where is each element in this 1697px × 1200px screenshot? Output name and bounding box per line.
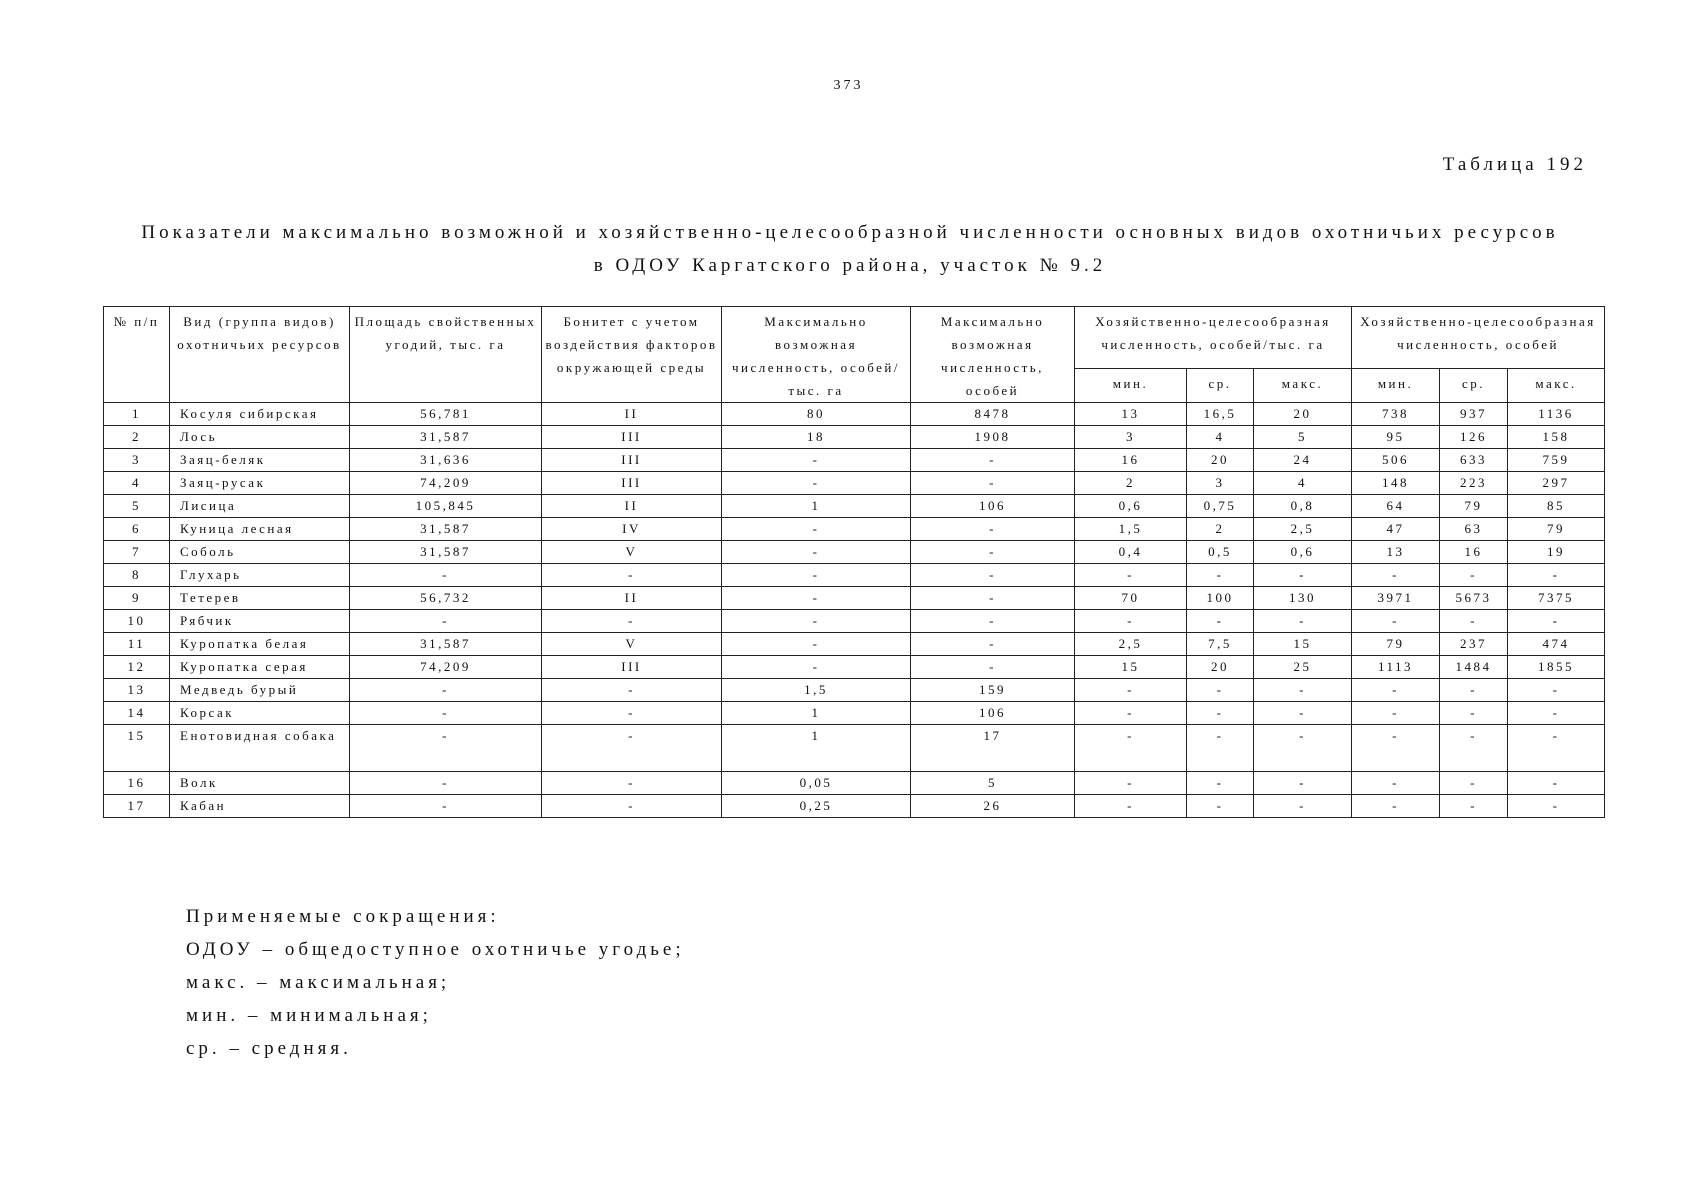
cell-species: Заяц-русак — [170, 472, 350, 495]
cell-max-density: 1 — [722, 702, 911, 725]
cell-econ-count-avg: 1484 — [1440, 656, 1508, 679]
cell-num: 1 — [104, 403, 170, 426]
cell-econ-count-min: 3971 — [1352, 587, 1440, 610]
cell-econ-density-avg: 4 — [1187, 426, 1254, 449]
table-row — [104, 795, 1605, 818]
cell-species: Соболь — [170, 541, 350, 564]
table-row — [104, 772, 1605, 795]
cell-econ-density-max: - — [1254, 772, 1352, 795]
cell-econ-density-avg: 20 — [1187, 656, 1254, 679]
cell-econ-count-max: - — [1508, 772, 1605, 795]
cell-bonitet: III — [542, 449, 722, 472]
cell-econ-count-min: - — [1352, 725, 1440, 772]
cell-max-density: - — [722, 518, 911, 541]
cell-species: Лось — [170, 426, 350, 449]
cell-num: 3 — [104, 449, 170, 472]
cell-species: Косуля сибирская — [170, 403, 350, 426]
cell-species: Медведь бурый — [170, 679, 350, 702]
cell-econ-density-avg: 2 — [1187, 518, 1254, 541]
cell-econ-density-max: 20 — [1254, 403, 1352, 426]
header-area: Площадь свойственных угодий, тыс. га — [350, 307, 542, 403]
cell-area: - — [350, 702, 542, 725]
cell-econ-density-max: 2,5 — [1254, 518, 1352, 541]
cell-area: - — [350, 772, 542, 795]
header-max-density: Максимально возможная численность, особей/тыс. га — [722, 307, 911, 403]
cell-num: 6 — [104, 518, 170, 541]
cell-max-density: 1 — [722, 725, 911, 772]
cell-max-count: - — [911, 541, 1075, 564]
cell-max-count: - — [911, 656, 1075, 679]
cell-econ-density-avg: 16,5 — [1187, 403, 1254, 426]
cell-econ-density-min: 2,5 — [1075, 633, 1187, 656]
header-econ-density: Хозяйственно-целесообразная численность, особей/тыс. га — [1075, 307, 1352, 369]
cell-econ-count-min: 148 — [1352, 472, 1440, 495]
cell-econ-count-avg: 5673 — [1440, 587, 1508, 610]
cell-area: - — [350, 610, 542, 633]
header-econ-density-min: мин. — [1075, 369, 1187, 403]
cell-econ-count-min: 64 — [1352, 495, 1440, 518]
cell-econ-density-min: - — [1075, 772, 1187, 795]
cell-econ-count-min: 95 — [1352, 426, 1440, 449]
cell-econ-count-min: - — [1352, 702, 1440, 725]
cell-econ-count-max: - — [1508, 610, 1605, 633]
cell-species: Глухарь — [170, 564, 350, 587]
cell-econ-count-min: - — [1352, 795, 1440, 818]
cell-econ-density-min: 2 — [1075, 472, 1187, 495]
cell-econ-density-min: 70 — [1075, 587, 1187, 610]
cell-species: Волк — [170, 772, 350, 795]
cell-econ-count-min: - — [1352, 679, 1440, 702]
cell-bonitet: III — [542, 472, 722, 495]
cell-econ-density-avg: 7,5 — [1187, 633, 1254, 656]
cell-species: Заяц-беляк — [170, 449, 350, 472]
cell-max-density: 0,05 — [722, 772, 911, 795]
cell-max-count: 5 — [911, 772, 1075, 795]
cell-econ-density-avg: 20 — [1187, 449, 1254, 472]
cell-num: 7 — [104, 541, 170, 564]
cell-econ-density-min: - — [1075, 679, 1187, 702]
cell-area: - — [350, 795, 542, 818]
cell-bonitet: II — [542, 587, 722, 610]
cell-num: 10 — [104, 610, 170, 633]
cell-econ-count-min: - — [1352, 610, 1440, 633]
header-econ-count-max: макс. — [1508, 369, 1605, 403]
cell-econ-density-max: - — [1254, 702, 1352, 725]
cell-econ-count-max: 474 — [1508, 633, 1605, 656]
cell-num: 13 — [104, 679, 170, 702]
cell-max-count: - — [911, 472, 1075, 495]
table-row — [104, 403, 1605, 426]
cell-econ-density-avg: 0,75 — [1187, 495, 1254, 518]
cell-econ-density-min: - — [1075, 564, 1187, 587]
cell-num: 15 — [104, 725, 170, 772]
cell-econ-count-avg: 126 — [1440, 426, 1508, 449]
cell-econ-count-avg: - — [1440, 564, 1508, 587]
table-row — [104, 610, 1605, 633]
cell-econ-count-avg: 937 — [1440, 403, 1508, 426]
header-econ-count-avg: ср. — [1440, 369, 1508, 403]
cell-econ-count-max: - — [1508, 725, 1605, 772]
cell-econ-density-min: - — [1075, 610, 1187, 633]
cell-econ-count-avg: 63 — [1440, 518, 1508, 541]
cell-econ-density-avg: - — [1187, 610, 1254, 633]
cell-econ-density-min: 1,5 — [1075, 518, 1187, 541]
header-bonitet: Бонитет с учетом воздействия факторов окружающей среды — [542, 307, 722, 403]
cell-bonitet: - — [542, 702, 722, 725]
hunting-resources-table — [103, 306, 1605, 818]
cell-econ-density-min: - — [1075, 795, 1187, 818]
cell-max-density: 1,5 — [722, 679, 911, 702]
cell-num: 14 — [104, 702, 170, 725]
cell-econ-count-avg: 633 — [1440, 449, 1508, 472]
cell-econ-count-min: - — [1352, 772, 1440, 795]
cell-econ-count-avg: - — [1440, 725, 1508, 772]
cell-max-count: 17 — [911, 725, 1075, 772]
cell-econ-count-min: 506 — [1352, 449, 1440, 472]
cell-econ-density-avg: - — [1187, 702, 1254, 725]
cell-area: 31,587 — [350, 426, 542, 449]
cell-max-density: - — [722, 610, 911, 633]
header-econ-count: Хозяйственно-целесообразная численность, особей — [1352, 307, 1605, 369]
abbreviation-item: ср. – средняя. — [186, 1038, 352, 1059]
cell-econ-density-avg: 0,5 — [1187, 541, 1254, 564]
cell-area: 74,209 — [350, 472, 542, 495]
cell-econ-density-max: 15 — [1254, 633, 1352, 656]
cell-econ-density-max: - — [1254, 795, 1352, 818]
cell-species: Кабан — [170, 795, 350, 818]
cell-econ-count-max: 19 — [1508, 541, 1605, 564]
cell-max-density: - — [722, 472, 911, 495]
cell-econ-density-max: 0,8 — [1254, 495, 1352, 518]
cell-bonitet: - — [542, 610, 722, 633]
cell-area: 105,845 — [350, 495, 542, 518]
cell-econ-density-min: 0,6 — [1075, 495, 1187, 518]
cell-econ-count-min: - — [1352, 564, 1440, 587]
cell-econ-count-avg: - — [1440, 610, 1508, 633]
cell-econ-count-max: 7375 — [1508, 587, 1605, 610]
table-row — [104, 679, 1605, 702]
header-species: Вид (группа видов) охотничьих ресурсов — [170, 307, 350, 403]
table-row — [104, 518, 1605, 541]
cell-num: 11 — [104, 633, 170, 656]
cell-max-count: - — [911, 633, 1075, 656]
table-row — [104, 702, 1605, 725]
cell-bonitet: III — [542, 656, 722, 679]
table-row — [104, 426, 1605, 449]
cell-econ-density-avg: - — [1187, 795, 1254, 818]
table-label: Таблица 192 — [1442, 154, 1587, 175]
cell-econ-count-max: 1855 — [1508, 656, 1605, 679]
cell-econ-count-min: 13 — [1352, 541, 1440, 564]
cell-max-count: 159 — [911, 679, 1075, 702]
cell-econ-count-avg: - — [1440, 795, 1508, 818]
cell-num: 12 — [104, 656, 170, 679]
header-econ-density-avg: ср. — [1187, 369, 1254, 403]
cell-bonitet: - — [542, 795, 722, 818]
header-econ-count-min: мин. — [1352, 369, 1440, 403]
cell-max-density: 18 — [722, 426, 911, 449]
cell-max-density: 0,25 — [722, 795, 911, 818]
cell-econ-count-min: 79 — [1352, 633, 1440, 656]
cell-max-count: 8478 — [911, 403, 1075, 426]
cell-max-count: - — [911, 564, 1075, 587]
cell-econ-density-max: 4 — [1254, 472, 1352, 495]
cell-area: - — [350, 564, 542, 587]
cell-bonitet: - — [542, 679, 722, 702]
table-title-line-1: Показатели максимально возможной и хозяйственно-целесообразной численности основных видов охотничьих ресурсов — [141, 222, 1559, 243]
abbreviation-item: ОДОУ – общедоступное охотничье угодье; — [186, 939, 685, 960]
cell-bonitet: - — [542, 564, 722, 587]
cell-econ-count-max: - — [1508, 564, 1605, 587]
cell-num: 4 — [104, 472, 170, 495]
cell-econ-density-min: 3 — [1075, 426, 1187, 449]
cell-species: Куропатка серая — [170, 656, 350, 679]
table-title-line-2: в ОДОУ Каргатского района, участок № 9.2 — [593, 255, 1107, 276]
page-number: 373 — [833, 78, 864, 93]
cell-num: 17 — [104, 795, 170, 818]
cell-max-density: - — [722, 587, 911, 610]
cell-econ-count-max: 1136 — [1508, 403, 1605, 426]
cell-area: 74,209 — [350, 656, 542, 679]
cell-max-count: 1908 — [911, 426, 1075, 449]
cell-econ-density-min: 13 — [1075, 403, 1187, 426]
cell-econ-density-max: - — [1254, 679, 1352, 702]
cell-species: Куница лесная — [170, 518, 350, 541]
cell-num: 8 — [104, 564, 170, 587]
cell-max-count: - — [911, 449, 1075, 472]
cell-econ-count-max: - — [1508, 702, 1605, 725]
table-row — [104, 541, 1605, 564]
header-num: № п/п — [104, 307, 170, 403]
cell-species: Тетерев — [170, 587, 350, 610]
cell-num: 9 — [104, 587, 170, 610]
header-econ-density-max: макс. — [1254, 369, 1352, 403]
cell-bonitet: V — [542, 541, 722, 564]
table-row — [104, 725, 1605, 772]
cell-max-count: 26 — [911, 795, 1075, 818]
header-max-count: Максимально возможная численность, особей — [911, 307, 1075, 403]
cell-econ-count-avg: - — [1440, 702, 1508, 725]
cell-max-density: - — [722, 449, 911, 472]
cell-bonitet: - — [542, 725, 722, 772]
cell-econ-density-min: 0,4 — [1075, 541, 1187, 564]
cell-econ-density-avg: 100 — [1187, 587, 1254, 610]
cell-econ-density-max: 0,6 — [1254, 541, 1352, 564]
cell-num: 5 — [104, 495, 170, 518]
cell-econ-count-max: 79 — [1508, 518, 1605, 541]
abbreviations-heading: Применяемые сокращения: — [186, 906, 500, 927]
cell-max-count: 106 — [911, 702, 1075, 725]
cell-econ-count-avg: 237 — [1440, 633, 1508, 656]
cell-econ-count-avg: 223 — [1440, 472, 1508, 495]
cell-num: 2 — [104, 426, 170, 449]
cell-species: Лисица — [170, 495, 350, 518]
cell-area: 31,587 — [350, 633, 542, 656]
cell-econ-density-avg: - — [1187, 564, 1254, 587]
table-row — [104, 587, 1605, 610]
cell-econ-density-max: - — [1254, 610, 1352, 633]
cell-num: 16 — [104, 772, 170, 795]
table-row — [104, 472, 1605, 495]
cell-bonitet: III — [542, 426, 722, 449]
cell-econ-density-min: 15 — [1075, 656, 1187, 679]
cell-bonitet: IV — [542, 518, 722, 541]
cell-max-count: 106 — [911, 495, 1075, 518]
cell-econ-count-avg: - — [1440, 679, 1508, 702]
cell-area: 56,732 — [350, 587, 542, 610]
cell-econ-density-avg: - — [1187, 772, 1254, 795]
cell-econ-count-min: 738 — [1352, 403, 1440, 426]
cell-bonitet: V — [542, 633, 722, 656]
table-row — [104, 633, 1605, 656]
cell-max-density: 80 — [722, 403, 911, 426]
cell-econ-count-avg: - — [1440, 772, 1508, 795]
cell-species: Рябчик — [170, 610, 350, 633]
cell-econ-count-avg: 79 — [1440, 495, 1508, 518]
abbreviations — [186, 900, 685, 1065]
cell-econ-density-max: 130 — [1254, 587, 1352, 610]
cell-econ-density-avg: - — [1187, 679, 1254, 702]
cell-econ-density-min: 16 — [1075, 449, 1187, 472]
cell-econ-density-max: 25 — [1254, 656, 1352, 679]
cell-area: 31,587 — [350, 541, 542, 564]
cell-econ-count-min: 47 — [1352, 518, 1440, 541]
cell-max-density: - — [722, 541, 911, 564]
abbreviation-item: мин. – минимальная; — [186, 1005, 432, 1026]
cell-species: Корсак — [170, 702, 350, 725]
cell-econ-density-min: - — [1075, 702, 1187, 725]
cell-max-count: - — [911, 518, 1075, 541]
cell-econ-density-avg: 3 — [1187, 472, 1254, 495]
cell-econ-count-max: 158 — [1508, 426, 1605, 449]
cell-econ-density-max: - — [1254, 564, 1352, 587]
cell-econ-count-max: - — [1508, 795, 1605, 818]
cell-area: 31,587 — [350, 518, 542, 541]
cell-econ-count-max: - — [1508, 679, 1605, 702]
table-row — [104, 564, 1605, 587]
cell-econ-count-max: 85 — [1508, 495, 1605, 518]
cell-econ-density-avg: - — [1187, 725, 1254, 772]
cell-max-density: - — [722, 633, 911, 656]
table-row — [104, 449, 1605, 472]
cell-econ-density-max: - — [1254, 725, 1352, 772]
cell-max-count: - — [911, 610, 1075, 633]
cell-bonitet: - — [542, 772, 722, 795]
cell-econ-count-avg: 16 — [1440, 541, 1508, 564]
table-row — [104, 656, 1605, 679]
cell-max-density: 1 — [722, 495, 911, 518]
cell-econ-density-max: 24 — [1254, 449, 1352, 472]
cell-econ-count-max: 759 — [1508, 449, 1605, 472]
cell-species: Енотовидная собака — [170, 725, 350, 772]
cell-bonitet: II — [542, 495, 722, 518]
cell-species: Куропатка белая — [170, 633, 350, 656]
cell-max-density: - — [722, 656, 911, 679]
cell-max-count: - — [911, 587, 1075, 610]
cell-area: - — [350, 679, 542, 702]
header-row-top — [104, 307, 1605, 369]
cell-area: 56,781 — [350, 403, 542, 426]
cell-econ-density-max: 5 — [1254, 426, 1352, 449]
cell-econ-count-min: 1113 — [1352, 656, 1440, 679]
cell-econ-count-max: 297 — [1508, 472, 1605, 495]
table-row — [104, 495, 1605, 518]
cell-max-density: - — [722, 564, 911, 587]
cell-bonitet: II — [542, 403, 722, 426]
abbreviation-item: макс. – максимальная; — [186, 972, 451, 993]
cell-area: 31,636 — [350, 449, 542, 472]
cell-econ-density-min: - — [1075, 725, 1187, 772]
table-title — [95, 216, 1605, 282]
cell-area: - — [350, 725, 542, 772]
